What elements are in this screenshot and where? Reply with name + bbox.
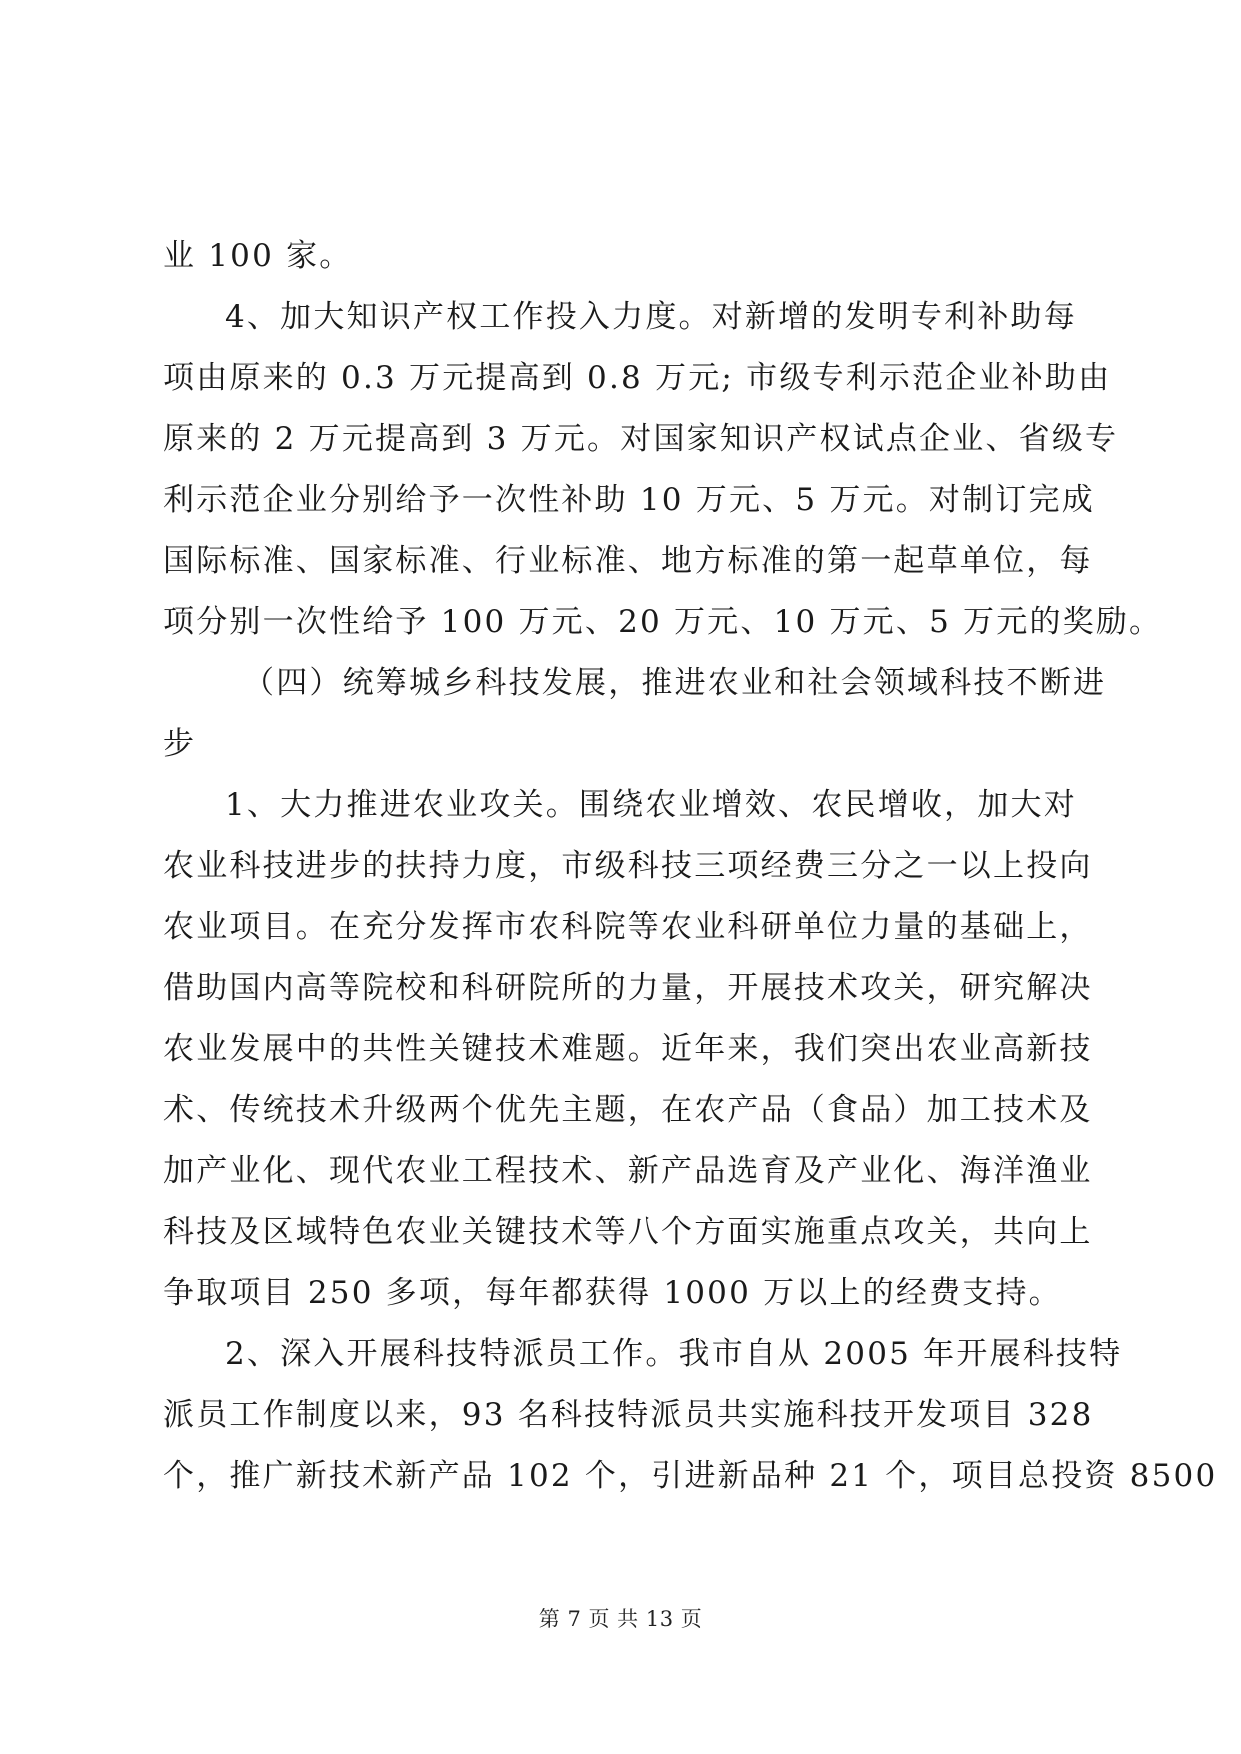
document-body bbox=[163, 226, 1218, 1507]
page-number-footer: 第 7 页 共 13 页 bbox=[538, 1607, 703, 1631]
text-line: 利示范企业分别给予一次性补助 10 万元、5 万元。对制订完成 bbox=[163, 482, 1095, 518]
text-line: 业 100 家。 bbox=[163, 238, 353, 274]
text-line: 项分别一次性给予 100 万元、20 万元、10 万元、5 万元的奖励。 bbox=[163, 604, 1163, 640]
text-line: 加产业化、现代农业工程技术、新产品选育及产业化、海洋渔业 bbox=[163, 1153, 1093, 1189]
text-line: 科技及区域特色农业关键技术等八个方面实施重点攻关，共向上 bbox=[163, 1214, 1093, 1250]
text-line: 原来的 2 万元提高到 3 万元。对国家知识产权试点企业、省级专 bbox=[163, 421, 1119, 457]
section-heading-continuation: 步 bbox=[163, 726, 197, 762]
text-line: 争取项目 250 多项，每年都获得 1000 万以上的经费支持。 bbox=[163, 1275, 1062, 1311]
text-line: 国际标准、国家标准、行业标准、地方标准的第一起草单位，每 bbox=[163, 543, 1093, 579]
text-line: 个，推广新技术新产品 102 个，引进新品种 21 个，项目总投资 8500 bbox=[163, 1458, 1218, 1494]
text-line: 术、传统技术升级两个优先主题，在农产品（食品）加工技术及 bbox=[163, 1092, 1093, 1128]
text-line: 农业项目。在充分发挥市农科院等农业科研单位力量的基础上， bbox=[163, 909, 1093, 945]
text-line: 派员工作制度以来，93 名科技特派员共实施科技开发项目 328 bbox=[163, 1397, 1094, 1433]
text-line: 农业科技进步的扶持力度，市级科技三项经费三分之一以上投向 bbox=[163, 848, 1093, 884]
section-heading: （四）统筹城乡科技发展，推进农业和社会领域科技不断进 bbox=[243, 665, 1107, 701]
text-line: 项由原来的 0.3 万元提高到 0.8 万元; 市级专利示范企业补助由 bbox=[163, 360, 1112, 396]
text-line: 借助国内高等院校和科研院所的力量，开展技术攻关，研究解决 bbox=[163, 970, 1093, 1006]
paragraph-1-line: 1、大力推进农业攻关。围绕农业增效、农民增收，加大对 bbox=[225, 787, 1077, 823]
paragraph-4-line: 4、加大知识产权工作投入力度。对新增的发明专利补助每 bbox=[225, 299, 1077, 335]
paragraph-2-line: 2、深入开展科技特派员工作。我市自从 2005 年开展科技特 bbox=[225, 1336, 1123, 1372]
text-line: 农业发展中的共性关键技术难题。近年来，我们突出农业高新技 bbox=[163, 1031, 1093, 1067]
